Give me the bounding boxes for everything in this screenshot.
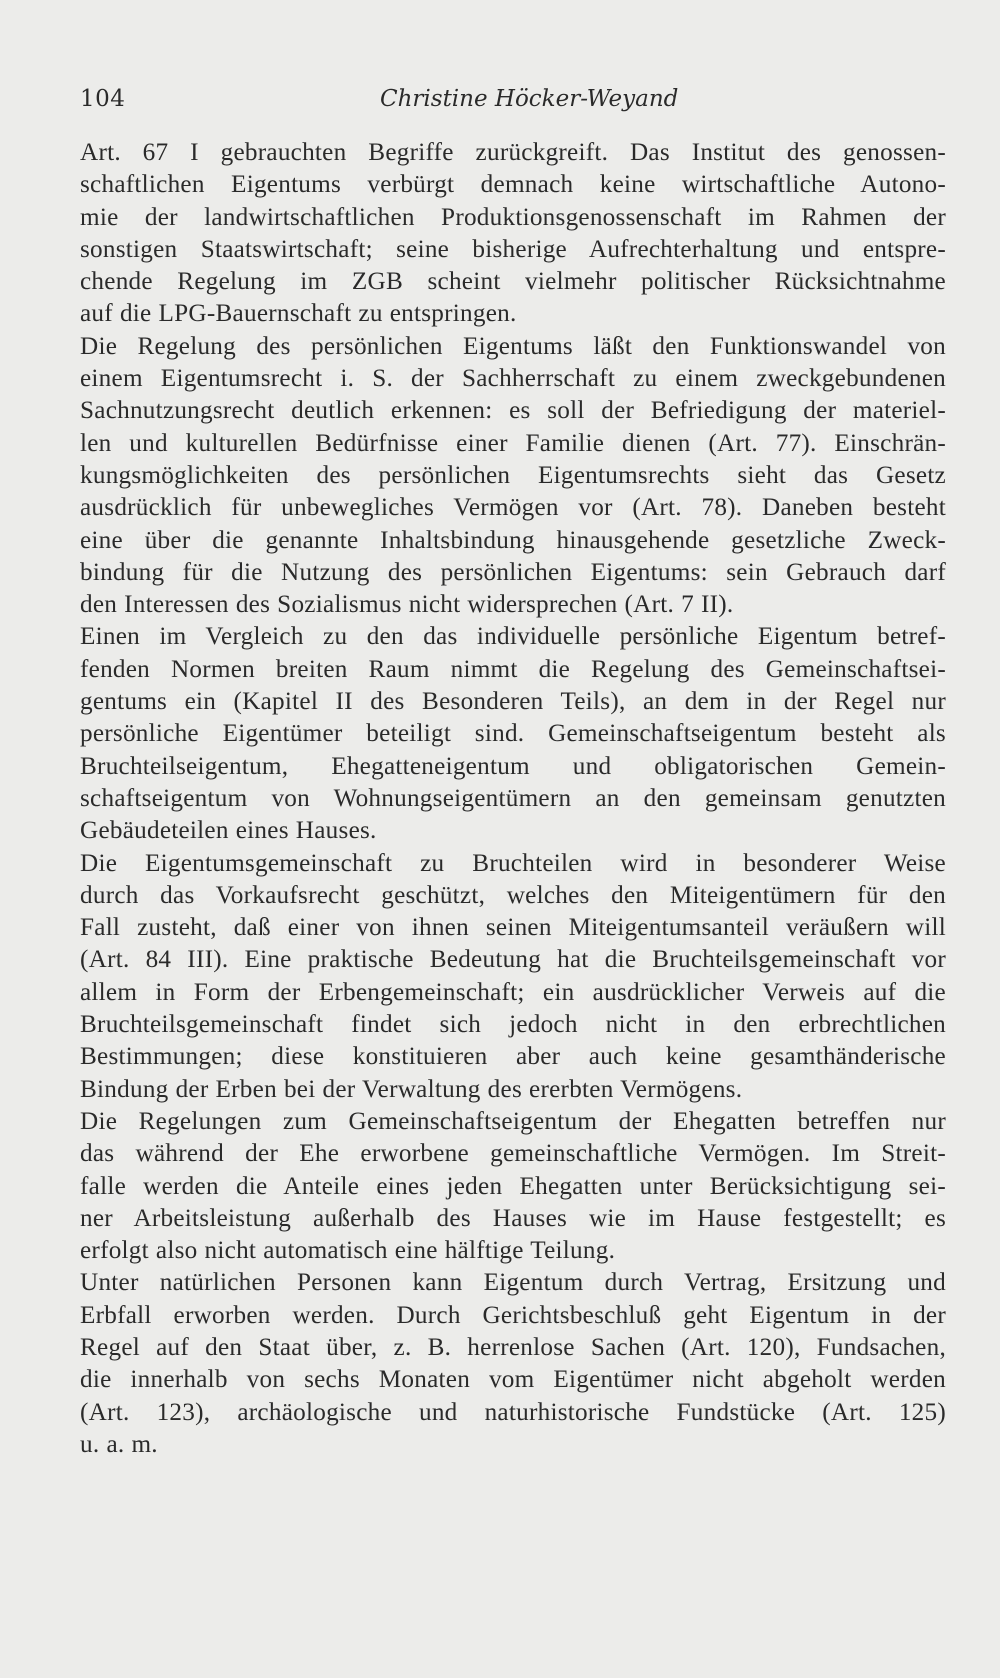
text-line: Die Eigentumsgemeinschaft zu Bruchteilen wird in besonderer Weise (80, 849, 946, 877)
text-line: eine über die genannte Inhaltsbindung hinausgehende gesetzliche Zweck- (80, 526, 946, 554)
text-line: Erbfall erworben werden. Durch Gerichtsbeschluß geht Eigentum in der (80, 1301, 946, 1329)
text-line: len und kulturellen Bedürfnisse einer Familie dienen (Art. 77). Einschrän- (80, 429, 946, 457)
text-line: fenden Normen breiten Raum nimmt die Regelung des Gemeinschaftsei- (80, 655, 946, 683)
text-line: Unter natürlichen Personen kann Eigentum durch Vertrag, Ersitzung und (80, 1269, 946, 1297)
text-line: schaftseigentum von Wohnungseigentümern an den gemeinsam genutzten (80, 784, 946, 812)
body-text (80, 137, 946, 1461)
text-line: das während der Ehe erworbene gemeinschaftliche Vermögen. Im Streit- (80, 1140, 946, 1168)
text-line: die innerhalb von sechs Monaten vom Eigentümer nicht abgeholt werden (80, 1366, 946, 1394)
paragraph (80, 331, 946, 622)
text-line: Einen im Vergleich zu den das individuelle persönliche Eigentum betref- (80, 623, 946, 651)
paragraph (80, 1267, 946, 1461)
text-line: falle werden die Anteile eines jeden Ehegatten unter Berücksichtigung sei- (80, 1172, 946, 1200)
text-line: ausdrücklich für unbewegliches Vermögen vor (Art. 78). Daneben besteht (80, 494, 946, 522)
text-line: auf die LPG-Bauernschaft zu entspringen. (80, 300, 517, 328)
text-line: bindung für die Nutzung des persönlichen Eigentums: sein Gebrauch darf (80, 558, 946, 586)
text-line: Die Regelung des persönlichen Eigentums läßt den Funktionswandel von (80, 332, 946, 360)
text-line: Die Regelungen zum Gemeinschaftseigentum der Ehegatten betreffen nur (80, 1107, 946, 1135)
paragraph (80, 1106, 946, 1267)
paragraph (80, 137, 946, 331)
text-line: u. a. m. (80, 1430, 158, 1458)
text-line: gentums ein (Kapitel II des Besonderen Teils), an dem in der Regel nur (80, 688, 946, 716)
text-line: schaftlichen Eigentums verbürgt demnach keine wirtschaftliche Autono- (80, 171, 946, 199)
page-number: 104 (80, 86, 126, 112)
text-line: (Art. 123), archäologische und naturhistorische Fundstücke (Art. 125) (80, 1398, 946, 1426)
paragraph (80, 848, 946, 1106)
text-line: sonstigen Staatswirtschaft; seine bisherige Aufrechterhaltung und entspre- (80, 235, 946, 263)
text-line: Bruchteilseigentum, Ehegatteneigentum und obligatorischen Gemein- (80, 752, 946, 780)
text-line: Sachnutzungsrecht deutlich erkennen: es soll der Befriedigung der materiel- (80, 397, 946, 425)
paragraph (80, 621, 946, 847)
text-line: Art. 67 I gebrauchten Begriffe zurückgreift. Das Institut des genossen- (80, 139, 946, 166)
text-line: chende Regelung im ZGB scheint vielmehr politischer Rücksichtnahme (80, 268, 946, 296)
text-line: durch das Vorkaufsrecht geschützt, welches den Miteigentümern für den (80, 881, 946, 909)
text-line: allem in Form der Erbengemeinschaft; ein ausdrücklicher Verweis auf die (80, 978, 946, 1006)
text-line: Fall zusteht, daß einer von ihnen seinen Miteigentumsanteil veräußern will (80, 914, 946, 942)
text-line: den Interessen des Sozialismus nicht widersprechen (Art. 7 II). (80, 591, 734, 619)
text-line: Bindung der Erben bei der Verwaltung des ererbten Vermögens. (80, 1075, 743, 1103)
text-line: Bestimmungen; diese konstituieren aber auch keine gesamthänderische (80, 1043, 946, 1071)
text-line: Regel auf den Staat über, z. B. herrenlose Sachen (Art. 120), Fundsachen, (80, 1333, 946, 1361)
running-head-author: Christine Höcker-Weyand (380, 86, 679, 112)
text-line: (Art. 84 III). Eine praktische Bedeutung hat die Bruchteilsgemeinschaft vor (80, 946, 946, 974)
text-line: ner Arbeitsleistung außerhalb des Hauses wie im Hause festgestellt; es (80, 1204, 946, 1232)
text-line: einem Eigentumsrecht i. S. der Sachherrschaft zu einem zweckgebundenen (80, 365, 946, 393)
text-line: Bruchteilsgemeinschaft findet sich jedoch nicht in den erbrechtlichen (80, 1011, 946, 1039)
text-line: persönliche Eigentümer beteiligt sind. Gemeinschaftseigentum besteht als (80, 720, 946, 748)
page-header (80, 86, 946, 126)
text-line: Gebäudeteilen eines Hauses. (80, 817, 377, 845)
text-line: kungsmöglichkeiten des persönlichen Eigentumsrechts sieht das Gesetz (80, 461, 946, 489)
text-line: mie der landwirtschaftlichen Produktionsgenossenschaft im Rahmen der (80, 203, 946, 231)
text-line: erfolgt also nicht automatisch eine hälftige Teilung. (80, 1237, 616, 1265)
